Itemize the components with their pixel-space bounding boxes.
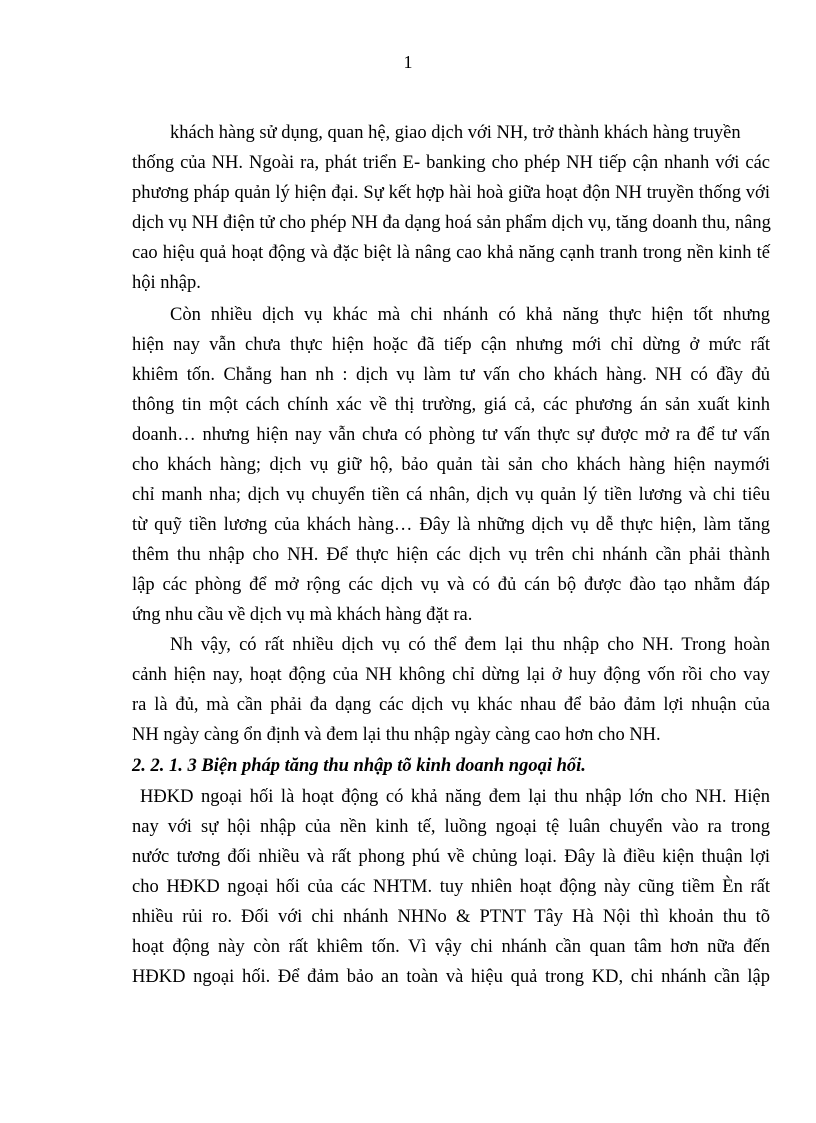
text-line: nay với sự hội nhập của nền kinh tế, luồng ngoại tệ luân chuyển vào ra trong: [132, 817, 770, 837]
text-line: hội nhập.: [132, 273, 201, 293]
text-line: Còn nhiều dịch vụ khác mà chi nhánh có khả năng thực hiện tốt nhưng: [170, 305, 770, 325]
text-line: cho HĐKD ngoại hối của các NHTM. tuy nhiên hoạt động này cũng tiềm Èn rất: [132, 877, 770, 897]
text-line: NH ngày càng ổn định và đem lại thu nhập ngày càng cao hơn cho NH.: [132, 725, 661, 745]
text-line: nhiều rủi ro. Đối với chi nhánh NHNo & PTNT Tây Hà Nội thì khoản thu tõ: [132, 907, 770, 927]
text-line: hoạt động này còn rất khiêm tốn. Vì vậy chi nhánh cần quan tâm hơn nữa đến: [132, 937, 770, 957]
text-line: HĐKD ngoại hối là hoạt động có khả năng đem lại thu nhập lớn cho NH. Hiện: [140, 787, 770, 807]
text-line: cảnh hiện nay, hoạt động của NH không chỉ dừng lại ở huy động vốn rồi cho vay: [132, 665, 770, 685]
text-line: cho khách hàng; dịch vụ giữ hộ, bảo quản tài sản cho khách hàng hiện naymới: [132, 455, 770, 475]
text-line: thống của NH. Ngoài ra, phát triển E- banking cho phép NH tiếp cận nhanh với các: [132, 153, 770, 173]
page-number: 1: [403, 52, 413, 72]
text-line: hiện nay vẫn chưa thực hiện hoặc đã tiếp cận nhưng mới chỉ dừng ở mức rất: [132, 335, 770, 355]
text-line: cao hiệu quả hoạt động và đặc biệt là nâng cao khả năng cạnh tranh trong nền kinh tế: [132, 243, 770, 263]
text-line: Nh vậy, có rất nhiều dịch vụ có thể đem lại thu nhập cho NH. Trong hoàn: [170, 635, 770, 655]
text-line: khiêm tốn. Chẳng han nh : dịch vụ làm tư vấn cho khách hàng. NH có đầy đủ: [132, 365, 770, 385]
text-line: ứng nhu cầu về dịch vụ mà khách hàng đặt ra.: [132, 605, 473, 625]
section-heading: 2. 2. 1. 3 Biện pháp tăng thu nhập tõ kinh doanh ngoại hối.: [132, 756, 586, 776]
text-line: chỉ manh nha; dịch vụ chuyển tiền cá nhân, dịch vụ quản lý tiền lương và chi tiêu: [132, 485, 770, 505]
text-line: nước tương đối nhiều và rất phong phú về chủng loại. Đây là điều kiện thuận lợi: [132, 847, 770, 867]
text-line: khách hàng sử dụng, quan hệ, giao dịch với NH, trở thành khách hàng truyền: [170, 123, 741, 143]
text-line: ra là đủ, mà cần phải đa dạng các dịch vụ khác nhau để bảo đảm lợi nhuận của: [132, 695, 770, 715]
text-line: doanh… nhưng hiện nay vẫn chưa có phòng tư vấn thực sự được mở ra để tư vấn: [132, 425, 770, 445]
text-line: thêm thu nhập cho NH. Để thực hiện các dịch vụ trên chi nhánh cần phải thành: [132, 545, 770, 565]
text-line: từ quỹ tiền lương của khách hàng… Đây là những dịch vụ dễ thực hiện, làm tăng: [132, 515, 770, 535]
text-line: phương pháp quản lý hiện đại. Sự kết hợp hài hoà giữa hoạt độn NH truyền thống với: [132, 183, 770, 203]
text-line: lập các phòng để mở rộng các dịch vụ và có đủ cán bộ được đào tạo nhằm đáp: [132, 575, 770, 595]
text-line: HĐKD ngoại hối. Để đảm bảo an toàn và hiệu quả trong KD, chi nhánh cần lập: [132, 967, 770, 987]
text-line: dịch vụ NH điện tử cho phép NH đa dạng hoá sản phẩm dịch vụ, tăng doanh thu, nâng: [132, 213, 771, 233]
text-line: thông tin một cách chính xác về thị trường, giá cả, các phương án sản xuất kinh: [132, 395, 770, 415]
